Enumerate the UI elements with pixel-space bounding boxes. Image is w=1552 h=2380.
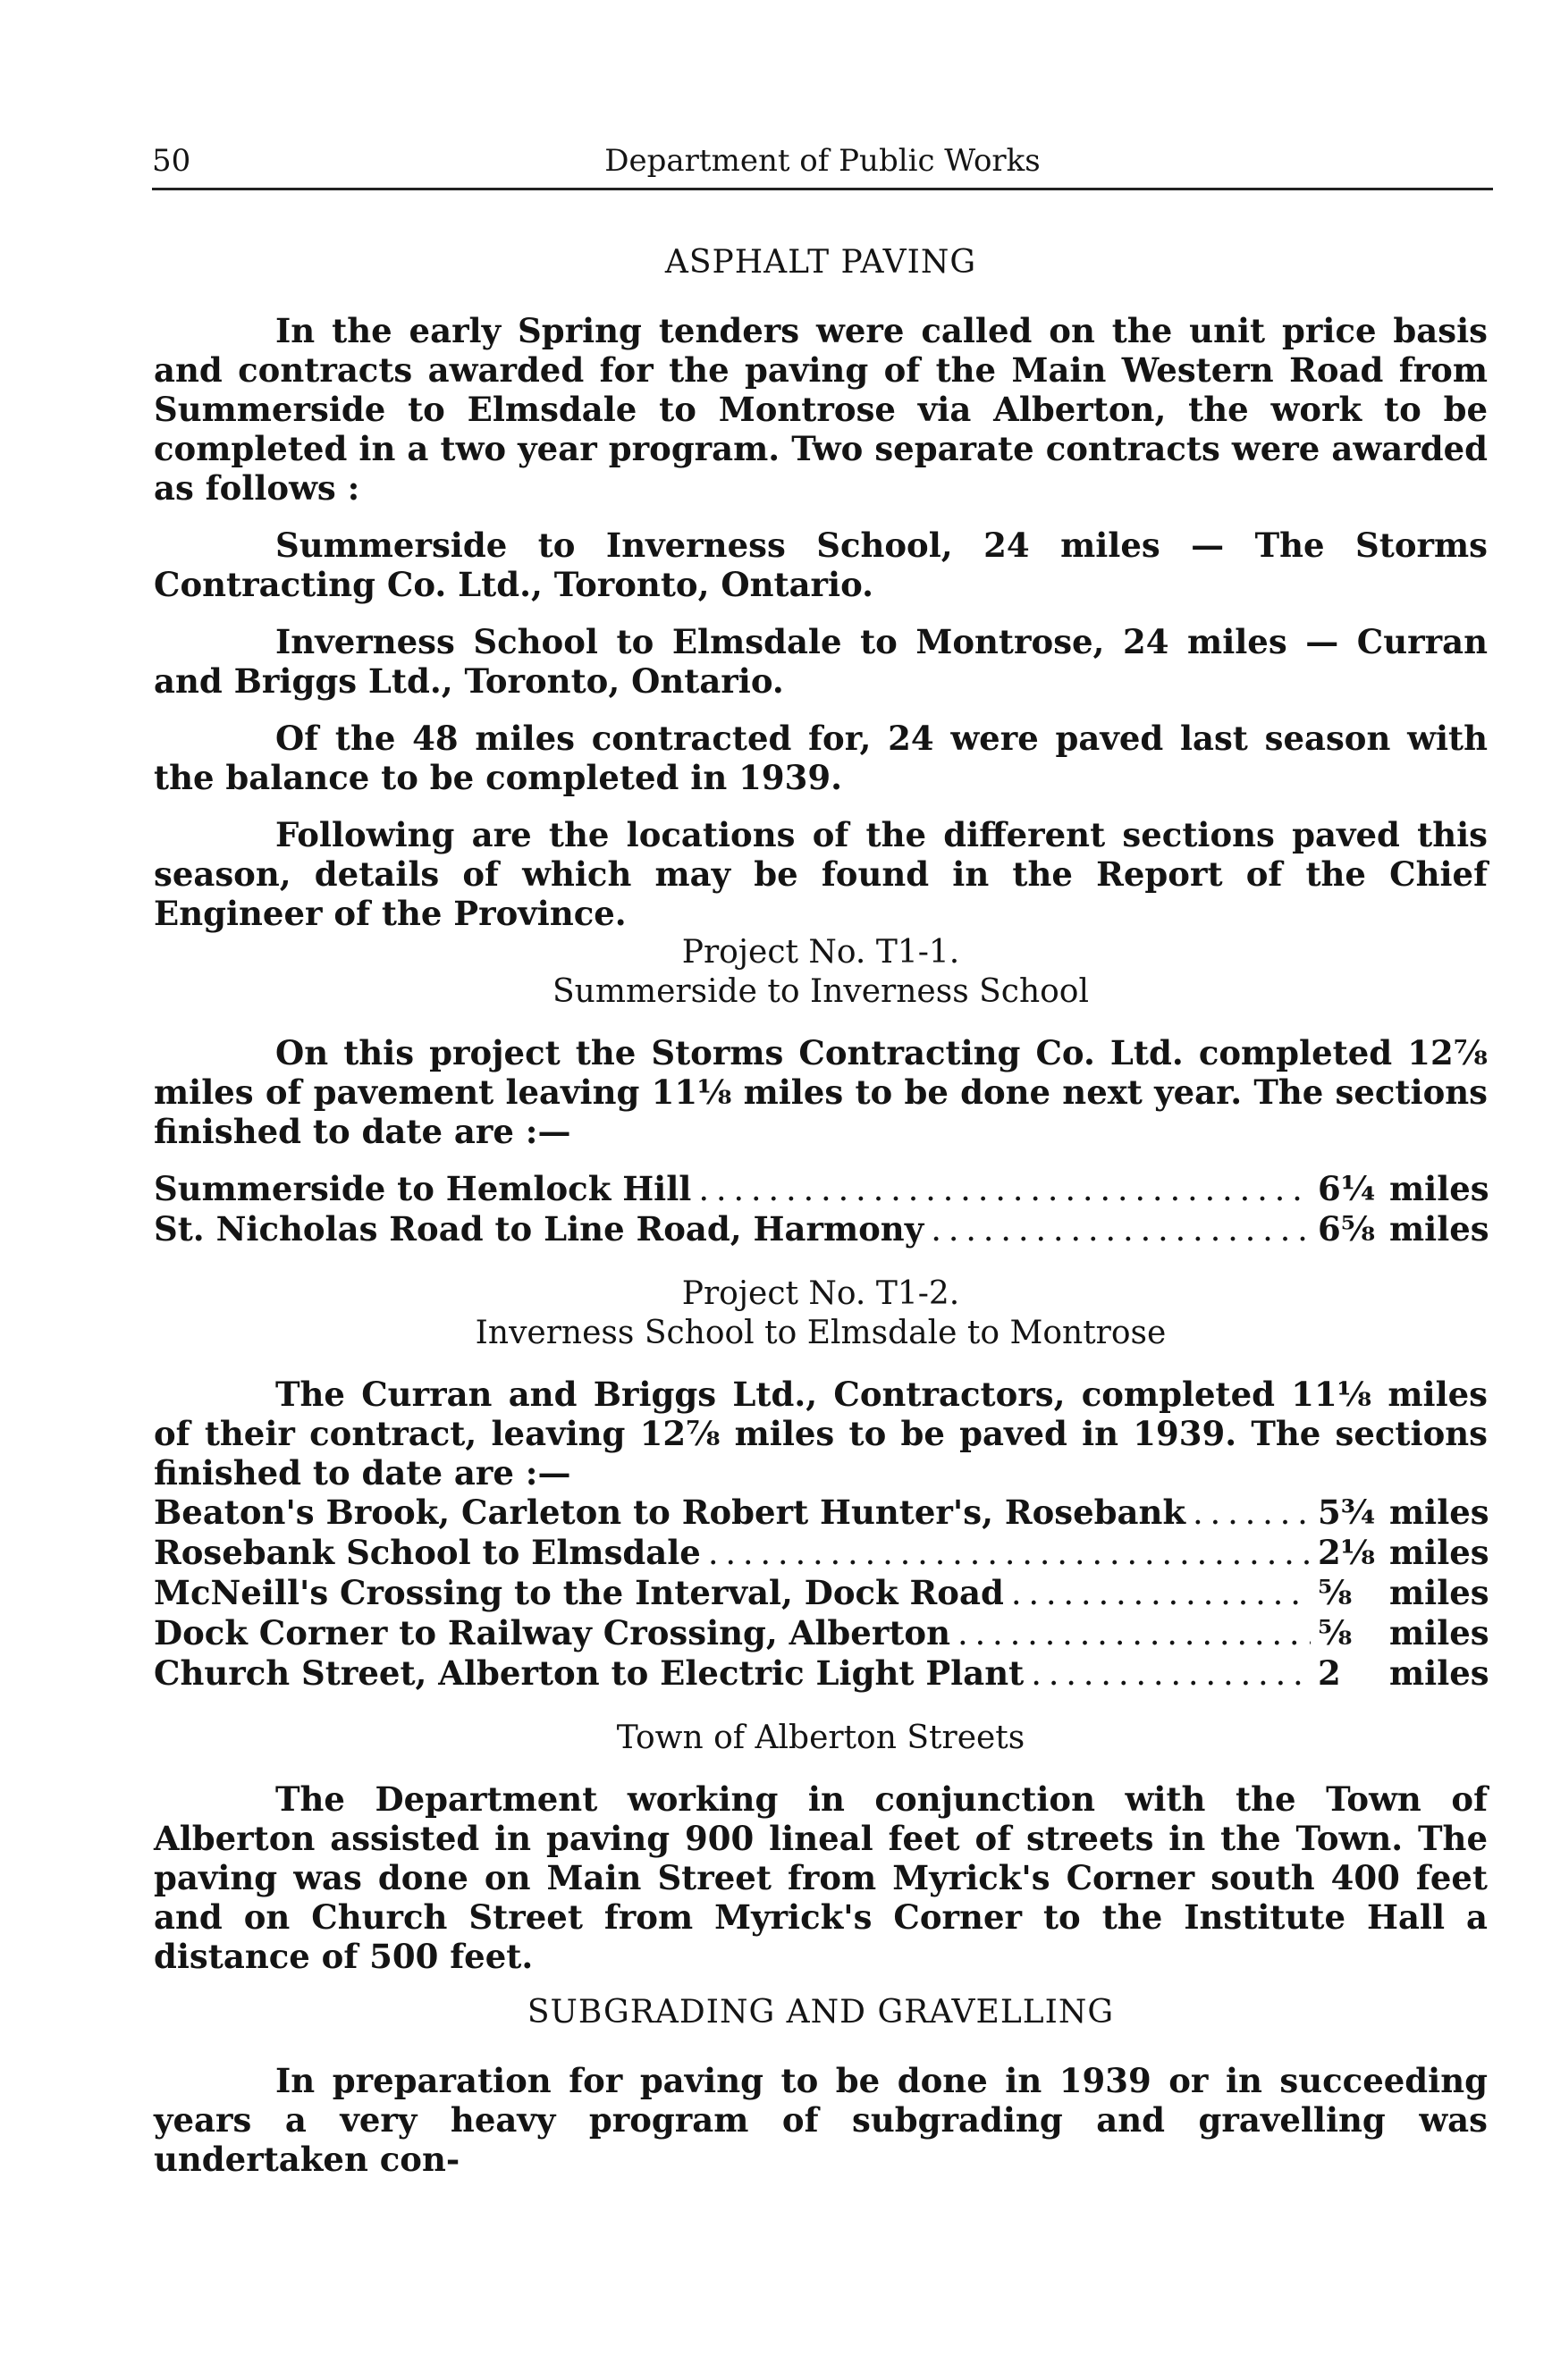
- dot-leader: [1193, 1493, 1311, 1533]
- project-description: The Curran and Briggs Ltd., Contractors, completed 11⅛ miles of their contract, leaving 12⅞ miles to be paved in 1939. The sections finished to date are :—: [154, 1375, 1488, 1493]
- section-miles: ⅝: [1318, 1613, 1353, 1653]
- dot-leader: [698, 1170, 1311, 1209]
- page-number: 50: [152, 143, 191, 179]
- section-label: Beaton's Brook, Carleton to Robert Hunter's, Rosebank: [154, 1493, 1186, 1532]
- section-unit: miles: [1389, 1169, 1489, 1208]
- section-label: Rosebank School to Elmsdale: [154, 1533, 701, 1572]
- paragraph-miles-contracted: Of the 48 miles contracted for, 24 were paved last season with the balance to be completed in 1939.: [154, 719, 1488, 797]
- section-label: Dock Corner to Railway Crossing, Alberton: [154, 1613, 950, 1653]
- project-t1-2: [154, 1274, 1488, 1694]
- paragraph-alberton-streets: The Department working in conjunction with the Town of Alberton assisted in paving 900 lineal feet of streets in the Town. The paving was done on Main Street from Myrick's Corner south 400 feet and on Church Street from Myrick's Corner to the Institute Hall a distance of 500 feet.: [154, 1779, 1488, 1976]
- paragraph-contract-curran: Inverness School to Elmsdale to Montrose, 24 miles — Curran and Briggs Ltd., Toronto, Ontario.: [154, 622, 1488, 701]
- section-miles: 2: [1318, 1653, 1341, 1693]
- section-unit: miles: [1389, 1209, 1489, 1249]
- section-row: [154, 1653, 1488, 1694]
- section-miles: 6¼: [1318, 1169, 1376, 1208]
- paragraph-subgrading: In preparation for paving to be done in 1939 or in succeeding years a very heavy program of subgrading and gravelling was undertaken con-: [154, 2061, 1488, 2179]
- section-unit: miles: [1389, 1653, 1489, 1693]
- section-row: [154, 1493, 1488, 1533]
- dot-leader: [957, 1614, 1311, 1653]
- section-row: [154, 1613, 1488, 1653]
- section-row: [154, 1209, 1488, 1249]
- section-title-subgrading: SUBGRADING AND GRAVELLING: [527, 1994, 1115, 2031]
- paragraph-contract-storms: Summerside to Inverness School, 24 miles — The Storms Contracting Co. Ltd., Toronto, Ontario.: [154, 526, 1488, 604]
- section-miles: 5¾: [1318, 1493, 1376, 1532]
- alberton-streets: [154, 1719, 1488, 1976]
- dot-leader: [1031, 1654, 1311, 1694]
- paragraph-locations: Following are the locations of the different sections paved this season, details of which may be found in the Report of the Chief Engineer of the Province.: [154, 815, 1488, 933]
- section-miles: 6⅝: [1318, 1209, 1376, 1249]
- section-label: McNeill's Crossing to the Interval, Dock Road: [154, 1573, 1004, 1612]
- section-row: [154, 1169, 1488, 1209]
- page-body: [154, 228, 1488, 2197]
- dot-leader: [708, 1534, 1311, 1573]
- sub-heading-alberton-streets: Town of Alberton Streets: [616, 1720, 1025, 1756]
- section-miles: ⅝: [1318, 1573, 1353, 1612]
- section-label: St. Nicholas Road to Line Road, Harmony: [154, 1209, 924, 1249]
- project-description: On this project the Storms Contracting Co. Ltd. completed 12⅞ miles of pavement leaving 11⅛ miles to be done next year. The sections finished to date are :—: [154, 1033, 1488, 1151]
- section-title-asphalt-paving: ASPHALT PAVING: [664, 244, 977, 281]
- section-unit: miles: [1389, 1573, 1489, 1612]
- project-number: Project No. T1-1.: [681, 934, 960, 971]
- sections-list: [154, 1493, 1488, 1694]
- sections-list: [154, 1169, 1488, 1249]
- project-t1-1: [154, 933, 1488, 1249]
- project-name: Inverness School to Elmsdale to Montrose: [475, 1315, 1167, 1351]
- header-rule: [152, 188, 1493, 190]
- section-row: [154, 1533, 1488, 1573]
- project-number: Project No. T1-2.: [681, 1275, 960, 1312]
- section-unit: miles: [1389, 1493, 1489, 1532]
- section-unit: miles: [1389, 1533, 1489, 1572]
- section-label: Church Street, Alberton to Electric Light Plant: [154, 1653, 1025, 1693]
- section-miles: 2⅛: [1318, 1533, 1376, 1572]
- paragraph-tenders: In the early Spring tenders were called on the unit price basis and contracts awarded for the paving of the Main Western Road from Summerside to Elmsdale to Montrose via Alberton, the work to be completed in a two year program. Two separate contracts were awarded as follows :: [154, 311, 1488, 508]
- page-header: [152, 134, 1493, 197]
- section-label: Summerside to Hemlock Hill: [154, 1169, 692, 1208]
- running-title: Department of Public Works: [604, 143, 1041, 179]
- section-row: [154, 1573, 1488, 1613]
- section-unit: miles: [1389, 1613, 1489, 1653]
- dot-leader: [931, 1210, 1311, 1249]
- dot-leader: [1011, 1574, 1311, 1613]
- project-name: Summerside to Inverness School: [552, 973, 1089, 1010]
